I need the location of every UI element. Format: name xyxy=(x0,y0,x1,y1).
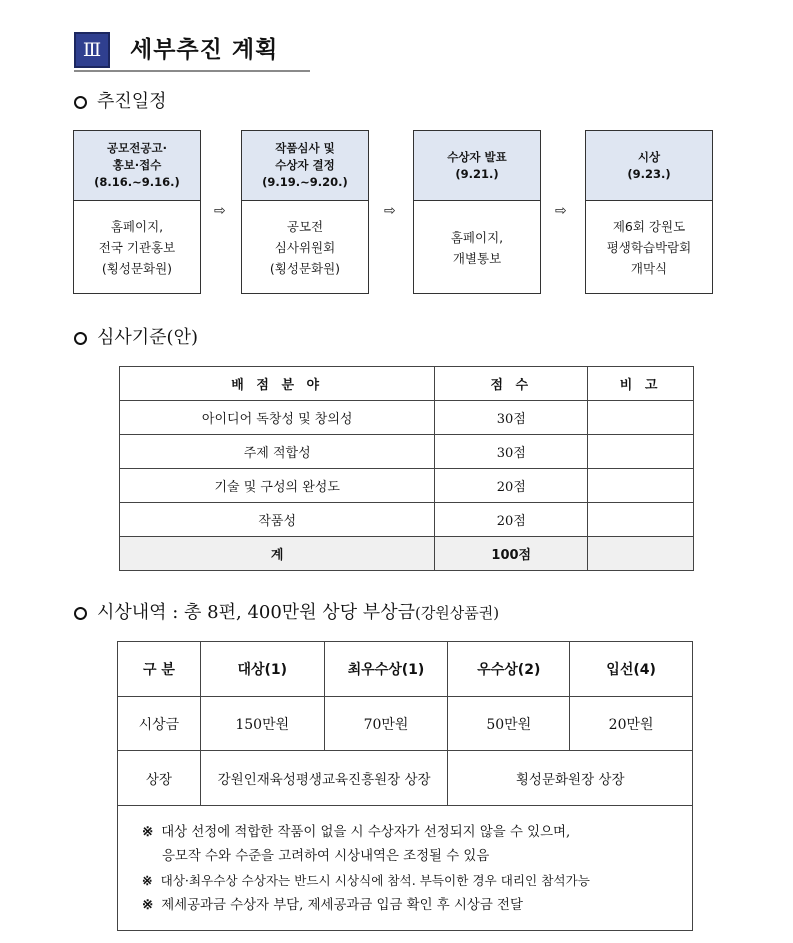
note-text: 대상 선정에 적합한 작품이 없을 시 수상자가 선정되지 않을 수 있으며, xyxy=(161,825,571,840)
schedule-step-title xyxy=(414,131,540,201)
certificate-label: 상장 xyxy=(118,751,201,806)
criteria-score: 20점 xyxy=(435,469,588,503)
step-title-line: 홍보·접수 xyxy=(112,158,162,172)
table-row xyxy=(120,469,694,503)
table-row xyxy=(120,401,694,435)
criteria-field: 작품성 xyxy=(120,503,435,537)
step-date: (9.19.~9.20.) xyxy=(262,175,348,189)
notes-cell xyxy=(118,806,693,931)
step-detail-line: 공모전 xyxy=(286,219,324,234)
schedule-step-1 xyxy=(73,130,201,294)
step-detail-line: 심사위원회 xyxy=(274,240,336,255)
prize-amount: 50만원 xyxy=(448,697,570,751)
schedule-step-3 xyxy=(413,130,541,294)
criteria-note xyxy=(588,401,694,435)
step-detail-line: 개별통보 xyxy=(452,250,502,266)
header-excellence-prize: 최우수상(1) xyxy=(324,642,448,697)
awards-heading-text: 시상내역 : 총 8편, 400만원 상당 부상금 xyxy=(97,602,415,623)
certificate-row xyxy=(118,751,693,806)
certificate-issuer-right: 횡성문화원장 상장 xyxy=(448,751,693,806)
criteria-table xyxy=(119,366,694,571)
criteria-field: 주제 적합성 xyxy=(120,435,435,469)
schedule-step-detail xyxy=(414,201,540,294)
schedule-step-4 xyxy=(585,130,713,294)
circle-bullet-icon xyxy=(74,607,87,620)
step-title-line: 공모전공고· xyxy=(107,141,167,155)
step-title-line: 작품심사 및 xyxy=(275,141,335,155)
header-category: 구 분 xyxy=(118,642,201,697)
step-title-line: 수상자 결정 xyxy=(275,158,335,172)
schedule-step-2 xyxy=(241,130,369,294)
reference-mark-icon: ※ xyxy=(142,873,153,888)
schedule-step-detail xyxy=(586,201,712,294)
step-detail-line: 개막식 xyxy=(630,261,668,276)
criteria-heading-text: 심사기준(안) xyxy=(97,327,198,348)
criteria-field: 아이디어 독창성 및 창의성 xyxy=(120,401,435,435)
header-merit-prize: 우수상(2) xyxy=(448,642,570,697)
section-title: 세부추진 계획 xyxy=(130,37,279,63)
step-detail-line: (횡성문화원) xyxy=(269,261,341,276)
step-date: (9.21.) xyxy=(455,166,499,181)
step-detail-line: 홈페이지, xyxy=(110,219,164,234)
criteria-score: 30점 xyxy=(435,435,588,469)
header-field: 배 점 분 야 xyxy=(120,367,435,401)
note-text: 대상·최우수상 수상자는 반드시 시상식에 참석. 부득이한 경우 대리인 참석가능 xyxy=(160,873,590,888)
schedule-step-title xyxy=(74,131,200,201)
right-arrow-icon: ⇨ xyxy=(555,203,567,219)
schedule-heading xyxy=(74,90,167,114)
step-detail-line: 제6회 강원도 xyxy=(612,219,686,234)
right-arrow-icon: ⇨ xyxy=(384,203,396,219)
table-row xyxy=(120,503,694,537)
table-header-row xyxy=(120,367,694,401)
step-detail-line: (횡성문화원) xyxy=(101,261,173,276)
section-heading xyxy=(74,32,310,72)
circle-bullet-icon xyxy=(74,332,87,345)
prize-amount: 20만원 xyxy=(570,697,693,751)
note-item xyxy=(142,893,682,918)
section-number-badge: Ⅲ xyxy=(74,32,110,68)
prize-money-label: 시상금 xyxy=(118,697,201,751)
prize-money-row xyxy=(118,697,693,751)
criteria-note xyxy=(588,435,694,469)
criteria-heading xyxy=(74,326,198,350)
reference-mark-icon: ※ xyxy=(142,824,154,840)
schedule-step-detail xyxy=(74,201,200,294)
note-item xyxy=(142,869,682,893)
reference-mark-icon: ※ xyxy=(142,897,154,913)
step-detail-line: 전국 기관홍보 xyxy=(98,240,176,255)
table-total-row xyxy=(120,537,694,571)
header-score: 점 수 xyxy=(435,367,588,401)
criteria-score: 20점 xyxy=(435,503,588,537)
step-detail-line: 홈페이지, xyxy=(450,229,504,245)
note-text: 제세공과금 수상자 부담, 제세공과금 입금 확인 후 시상금 전달 xyxy=(161,898,523,913)
header-honorable-mention: 입선(4) xyxy=(570,642,693,697)
header-note: 비 고 xyxy=(588,367,694,401)
step-title-line: 시상 xyxy=(637,149,661,164)
note-item xyxy=(142,820,682,845)
total-note xyxy=(588,537,694,571)
notes-row xyxy=(118,806,693,931)
note-item-continued xyxy=(142,845,682,869)
prize-amount: 70만원 xyxy=(324,697,448,751)
criteria-note xyxy=(588,469,694,503)
awards-table xyxy=(117,641,693,931)
note-text: 응모작 수와 수준을 고려하여 시상내역은 조정될 수 있음 xyxy=(162,849,490,864)
circle-bullet-icon xyxy=(74,96,87,109)
header-grand-prize: 대상(1) xyxy=(200,642,324,697)
schedule-step-title xyxy=(242,131,368,201)
criteria-note xyxy=(588,503,694,537)
total-score: 100점 xyxy=(435,537,588,571)
prize-amount: 150만원 xyxy=(200,697,324,751)
step-date: (9.23.) xyxy=(627,166,671,181)
schedule-heading-text: 추진일정 xyxy=(97,91,167,112)
criteria-score: 30점 xyxy=(435,401,588,435)
certificate-issuer-left: 강원인재육성평생교육진흥원장 상장 xyxy=(200,751,448,806)
schedule-step-title xyxy=(586,131,712,201)
total-label: 계 xyxy=(120,537,435,571)
table-row xyxy=(120,435,694,469)
awards-heading xyxy=(74,601,499,625)
awards-heading-sub: (강원상품권) xyxy=(414,604,500,622)
schedule-step-detail xyxy=(242,201,368,294)
table-header-row xyxy=(118,642,693,697)
right-arrow-icon: ⇨ xyxy=(214,203,226,219)
step-title-line: 수상자 발표 xyxy=(447,149,507,164)
criteria-field: 기술 및 구성의 완성도 xyxy=(120,469,435,503)
step-date: (8.16.~9.16.) xyxy=(94,175,180,189)
step-detail-line: 평생학습박람회 xyxy=(606,240,692,255)
